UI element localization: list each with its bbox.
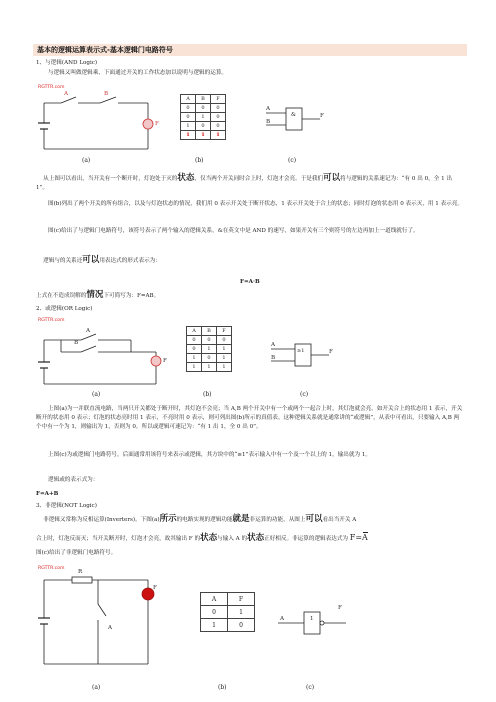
watermark: RGTTR.com [38, 318, 65, 323]
and-formula: F=A·B [240, 279, 260, 285]
and-switch-a-label: A [64, 91, 69, 97]
table-cell: 0 [211, 113, 226, 122]
not-heading: 3、非逻辑(NOT Logic) [36, 503, 97, 509]
page-title: 基本的逻辑运算表示式-基本逻辑门电路符号 [33, 44, 467, 56]
or-paragraph-1: 上图(a)为一并联直流电路，当两只开关都处于断开时，其灯泡不会亮；当 A,B 两个开关中有一个或两个一起合上时，其灯泡就会亮。如开关合上的状态用 1 表示，开关断开的状态用 0 表示；灯泡的状态亮时用 1 表示，不亮时用 0 表示，则可列出图(b)所示的真值表。这种逻辑关系就是通常讲的“或逻辑”，从表中可看出，只要输入 A,B 两个中有一个为 1，则输出为 1，否则为 0。所以或逻辑可速记为：“有 1 出 1，全 0 出 0”。 [36, 406, 463, 431]
table-cell: 1 [196, 113, 211, 122]
or-switch-b-label: B [74, 340, 79, 346]
table-cell: 1 [202, 363, 217, 372]
or-truth-table [186, 326, 232, 372]
table-cell: 1 [181, 131, 196, 140]
or-lamp-label: F [163, 358, 167, 364]
not-resistor-label: R [78, 569, 83, 575]
table-header: A [187, 327, 202, 336]
not-lamp-label: F [153, 585, 157, 591]
and-paragraph-5: 上式在不造成误解的情况下可简写为：F=AB。 [36, 290, 160, 300]
table-cell: 0 [196, 122, 211, 131]
table-header: F [211, 95, 226, 104]
and-caption-a: (a) [82, 157, 91, 164]
and-paragraph-3: 图(c)给出了与逻辑门电路符号，该符号表示了两个输入的逻辑关系，&在英文中是 AND 的速写，如果开关有三个则符号的左边再加上一道线就行了。 [48, 228, 419, 234]
and-caption-c: (c) [288, 157, 297, 164]
table-cell: 1 [217, 345, 232, 354]
table-cell: 0 [196, 104, 211, 113]
overbar [363, 532, 368, 533]
table-cell: 1 [196, 131, 211, 140]
or-gate-in2: B [271, 355, 276, 361]
watermark: RGTTR.com [38, 566, 65, 571]
and-intro: 与逻辑又叫做逻辑乘，下面通过开关的工作状态加以说明与逻辑的运算。 [48, 70, 228, 76]
and-gate-out: F [320, 113, 324, 119]
or-caption-a: (a) [92, 391, 101, 398]
not-paragraph-2: 合上时，灯泡反而灭；当开关断开时，灯泡才会亮，故其输出 F 的状态与输入 A 的状态正好相反。非运算的逻辑表达式为 F=A [36, 533, 368, 543]
not-gate-symbol [276, 606, 366, 656]
and-lamp [143, 119, 153, 129]
and-paragraph-4: 逻辑与的关系还可以用表达式的形式表示为： [43, 255, 161, 265]
table-cell: 1 [217, 363, 232, 372]
not-truth-table [200, 592, 255, 632]
table-cell: 1 [187, 354, 202, 363]
not-paragraph-3: 图(c)给出了非逻辑门电路符号。 [36, 550, 117, 556]
watermark: RGTTR.com [38, 85, 65, 90]
not-gate-out: F [338, 605, 342, 611]
or-paragraph-2: 上图(c)为或逻辑门电路符号，后面通常用该符号来表示或逻辑，其方块中的“≥1”表示输入中有一个及一个以上的 1，输出就为 1。 [48, 452, 372, 458]
table-header: A [181, 95, 196, 104]
and-heading: 1、与逻辑(AND Logic) [36, 60, 98, 66]
and-gate-symbol [258, 96, 338, 146]
or-gate-out: F [329, 349, 333, 355]
table-header: A [201, 593, 228, 606]
table-cell: 0 [211, 122, 226, 131]
table-cell: 0 [187, 336, 202, 345]
table-cell: 0 [211, 104, 226, 113]
or-caption-c: (c) [300, 391, 309, 398]
table-header: F [228, 593, 255, 606]
or-caption-b: (b) [203, 391, 212, 398]
table-header: B [202, 327, 217, 336]
and-circuit-diagram [36, 85, 166, 157]
not-gate-in: A [280, 616, 285, 622]
and-caption-b: (b) [195, 157, 204, 164]
or-circuit-diagram [36, 318, 171, 390]
or-gate-symbol [265, 336, 345, 386]
not-circuit-diagram [36, 566, 171, 676]
table-cell: 1 [201, 619, 228, 632]
not-switch-a-label: A [108, 625, 113, 631]
and-switch-b-label: B [104, 91, 109, 97]
and-truth-table [180, 94, 226, 140]
not-gate-symbol-text: 1 [310, 616, 314, 622]
or-paragraph-3: 逻辑或的表示式为： [48, 477, 99, 483]
table-cell: 0 [217, 336, 232, 345]
and-lamp-label: F [155, 121, 159, 127]
and-gate-in2: B [266, 119, 271, 125]
table-cell: 1 [228, 606, 255, 619]
not-paragraph-1: 非逻辑又常称为反相运算(Inverters)。下图(a)所示的电路实现的逻辑功能就是非运算的功能，从图上可以看出当开关 A [43, 514, 357, 524]
not-formula: F=A [349, 533, 368, 542]
table-cell: 1 [217, 354, 232, 363]
and-paragraph-1: 从上图可以看出，当开关有一个断开时，灯泡处于灭的状态，仅当两个开关同时合上时，灯泡才会亮。于是我们可以将与逻辑的关系速记为：“有 0 出 0，全 1 出 1”。 [36, 173, 453, 192]
table-cell: 0 [181, 104, 196, 113]
or-switch-a-label: A [86, 328, 91, 334]
table-cell: 0 [228, 619, 255, 632]
or-lamp [151, 356, 161, 366]
and-paragraph-2: 图(b)列出了两个开关的所有组合，以及与灯泡状态的情况，我们用 0 表示开关处于断开状态，1 表示开关处于合上的状态；同时灯泡的状态用 0 表示灭，用 1 表示亮。 [48, 201, 464, 207]
table-cell: 1 [187, 363, 202, 372]
table-header: B [196, 95, 211, 104]
table-cell: 0 [202, 336, 217, 345]
and-gate-symbol-text: & [291, 112, 296, 118]
table-cell: 1 [181, 122, 196, 131]
table-cell: 1 [211, 131, 226, 140]
and-circuit-svg [36, 85, 166, 157]
not-caption-a: (a) [92, 684, 101, 691]
and-gate-in1: A [266, 106, 271, 112]
or-gate-in1: A [271, 342, 276, 348]
or-heading: 2、或逻辑(OR Logic) [36, 306, 93, 312]
not-caption-c: (c) [306, 684, 315, 691]
table-header: F [217, 327, 232, 336]
or-formula: F=A+B [36, 491, 59, 497]
table-cell: 0 [202, 354, 217, 363]
or-gate-symbol-text: ≥1 [297, 348, 305, 354]
table-cell: 0 [187, 345, 202, 354]
table-cell: 0 [201, 606, 228, 619]
not-caption-b: (b) [218, 684, 227, 691]
table-cell: 0 [181, 113, 196, 122]
table-cell: 1 [202, 345, 217, 354]
